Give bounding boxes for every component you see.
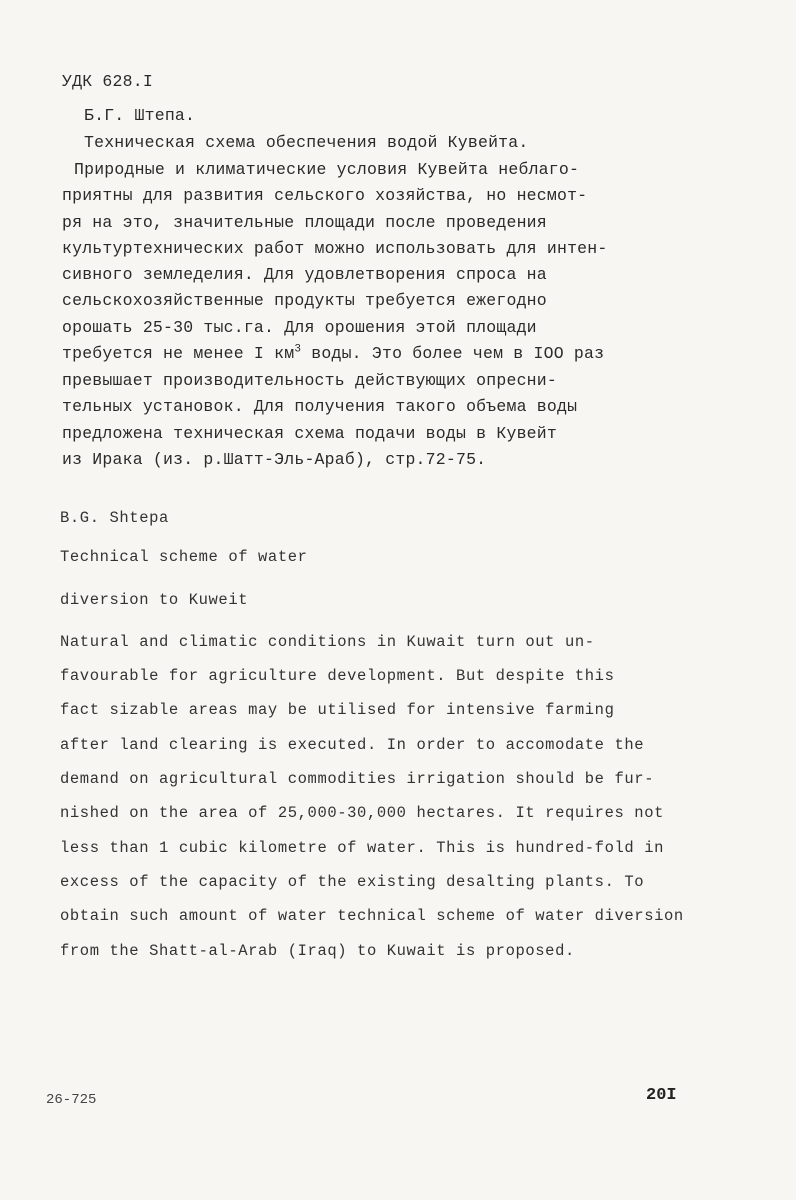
russian-abstract-line: Природные и климатические условия Кувейта неблаго-	[74, 160, 580, 179]
russian-abstract-line: из Ирака (из. р.Шатт-Эль-Араб), стр.72-75.	[62, 450, 487, 469]
volume-text-end: воды. Это более чем в IOO раз	[301, 344, 605, 363]
cubic-superscript: 3	[294, 343, 302, 356]
udc-code: УДК 628.I	[62, 72, 153, 91]
russian-abstract-line-volume	[62, 344, 604, 364]
english-abstract-line: from the Shatt-al-Arab (Iraq) to Kuwait is proposed.	[60, 942, 575, 960]
russian-abstract-line: сивного земледелия. Для удовлетворения спроса на	[62, 265, 547, 284]
russian-title: Техническая схема обеспечения водой Кувейта.	[84, 133, 529, 152]
english-abstract-line: nished on the area of 25,000-30,000 hectares. It requires not	[60, 804, 664, 822]
english-abstract-line: Natural and climatic conditions in Kuwait turn out un-	[60, 633, 595, 651]
russian-abstract-line: превышает производительность действующих опресни-	[62, 371, 557, 390]
russian-author: Б.Г. Штепа.	[84, 106, 196, 125]
russian-abstract-line: сельскохозяйственные продукты требуется ежегодно	[62, 291, 547, 310]
russian-abstract-line: ря на это, значительные площади после проведения	[62, 213, 547, 232]
english-abstract-line: after land clearing is executed. In order to accomodate the	[60, 736, 645, 754]
russian-abstract-line: культуртехнических работ можно использовать для интен-	[62, 239, 608, 258]
english-abstract-line: obtain such amount of water technical scheme of water diversion	[60, 907, 684, 925]
volume-text-start: требуется не менее I км	[62, 344, 295, 363]
russian-abstract-line: тельных установок. Для получения такого объема воды	[62, 397, 578, 416]
english-abstract-line: less than 1 cubic kilometre of water. This is hundred-fold in	[60, 839, 664, 857]
english-abstract-line: excess of the capacity of the existing desalting plants. To	[60, 873, 645, 891]
english-abstract-line: fact sizable areas may be utilised for intensive farming	[60, 701, 615, 719]
english-abstract-line: demand on agricultural commodities irrigation should be fur-	[60, 770, 655, 788]
russian-abstract-line: приятны для развития сельского хозяйства, но несмот-	[62, 186, 588, 205]
document-code: 26-725	[46, 1092, 97, 1108]
page-number: 20I	[646, 1086, 677, 1105]
english-abstract-line: favourable for agriculture development. But despite this	[60, 667, 615, 685]
english-title-line1: Technical scheme of water	[60, 548, 308, 566]
english-title-line2: diversion to Kuweit	[60, 591, 249, 609]
russian-abstract-line: предложена техническая схема подачи воды в Кувейт	[62, 424, 557, 443]
english-author: B.G. Shtepa	[60, 509, 169, 527]
russian-abstract-line: орошать 25-30 тыс.га. Для орошения этой площади	[62, 318, 537, 337]
